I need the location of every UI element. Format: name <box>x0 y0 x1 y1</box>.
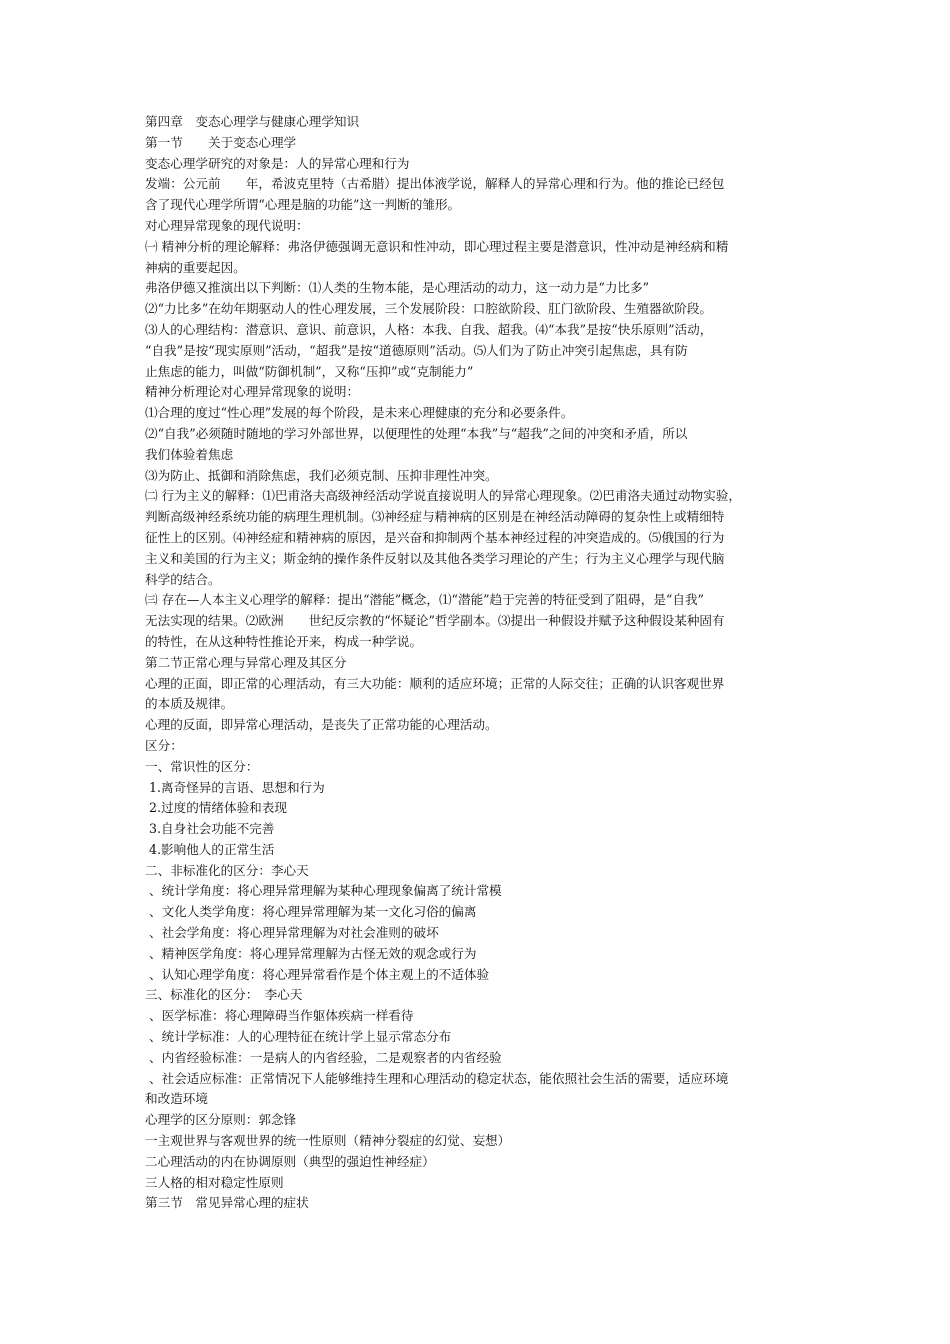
text-line: 的本质及规律。 <box>145 696 234 712</box>
text-line: 三、标准化的区分： 李心天 <box>145 987 303 1003</box>
text-line: 的特性，在从这种特性推论开来，构成一种学说。 <box>145 633 423 649</box>
text-line: 、医学标准：将心理障碍当作躯体疾病一样看待 <box>145 1008 414 1024</box>
text-line: 第四章 变态心理学与健康心理学知识 <box>145 114 360 129</box>
text-line: 科学的结合。 <box>145 571 221 587</box>
text-line: 、文化人类学角度：将心理异常理解为某一文化习俗的偏离 <box>145 904 477 920</box>
text-line: 对心理异常现象的现代说明： <box>145 217 309 233</box>
text-line: ⑵“自我”必须随时随地的学习外部世界，以便理性的处理“本我”与“超我”之间的冲突和矛盾，所以 <box>145 425 688 441</box>
text-line: ⑶为防止、抵御和消除焦虑，我们必须克制、压抑非理性冲突。 <box>145 467 498 483</box>
text-line: 发端：公元前 年，希波克里特（古希腊）提出体液学说，解释人的异常心理和行为。他的推论已经包 <box>145 176 725 192</box>
text-line: 、内省经验标准：一是病人的内省经验，二是观察者的内省经验 <box>145 1049 502 1065</box>
text-line: ㈡ 行为主义的解释：⑴巴甫洛夫高级神经活动学说直接说明人的异常心理现象。⑵巴甫洛夫通过动物实验， <box>145 488 741 504</box>
text-line: 征性上的区别。⑷神经症和精神病的原因，是兴奋和抑制两个基本神经过程的冲突造成的。⑸俄国的行为 <box>145 529 725 545</box>
text-line: 变态心理学研究的对象是：人的异常心理和行为 <box>145 155 410 171</box>
text-line: 心理的正面，即正常的心理活动，有三大功能：顺利的适应环境；正常的人际交往；正确的认识客观世界 <box>145 675 725 691</box>
text-line: “自我”是按“现实原则”活动，“超我”是按“道德原则”活动。⑸人们为了防止冲突引起焦虑，具有防 <box>145 342 688 358</box>
text-line: 判断高级神经系统功能的病理生理机制。⑶神经症与精神病的区别是在神经活动障碍的复杂性上或精细特 <box>145 509 725 525</box>
text-line: 和改造环境 <box>145 1091 208 1107</box>
text-line: 止焦虑的能力，叫做“防御机制”，又称“压抑”或“克制能力” <box>145 363 474 379</box>
text-line: ㈢ 存在—人本主义心理学的解释：提出“潜能”概念，⑴“潜能”趋于完善的特征受到了阻碍，是“自我” <box>145 592 704 608</box>
text-line: 二、非标准化的区分：李心天 <box>145 862 309 878</box>
text-line: 一主观世界与客观世界的统一性原则（精神分裂症的幻觉、妄想） <box>145 1133 511 1149</box>
text-line: 三人格的相对稳定性原则 <box>145 1174 284 1190</box>
text-line: 精神分析理论对心理异常现象的说明： <box>145 384 360 400</box>
text-line: ⑴合理的度过“性心理”发展的每个阶段，是未来心理健康的充分和必要条件。 <box>145 405 574 421</box>
text-line: 、精神医学角度：将心理异常理解为古怪无效的观念或行为 <box>145 945 477 961</box>
text-line: 2.过度的情绪体验和表现 <box>145 800 287 816</box>
text-line: 含了现代心理学所谓“心理是脑的功能”这一判断的雏形。 <box>145 197 461 213</box>
text-line: 心理的反面，即异常心理活动，是丧失了正常功能的心理活动。 <box>145 717 498 733</box>
text-line: 、社会适应标准：正常情况下人能够维持生理和心理活动的稳定状态，能依照社会生活的需要，适应环境 <box>145 1070 729 1086</box>
text-line: 第三节 常见异常心理的症状 <box>145 1195 309 1211</box>
text-line: 3.自身社会功能不完善 <box>145 821 275 837</box>
text-line: 、统计学标准：人的心理特征在统计学上显示常态分布 <box>145 1029 452 1045</box>
text-line: 心理学的区分原则：郭念锋 <box>145 1112 297 1128</box>
text-line: 4.影响他人的正常生活 <box>145 841 275 857</box>
text-line: 神病的重要起因。 <box>145 259 246 275</box>
text-line: 第二节正常心理与异常心理及其区分 <box>145 654 347 670</box>
text-line: 无法实现的结果。⑵欧洲 世纪反宗教的“怀疑论”哲学副本。⑶提出一种假设并赋予这种假设某种固有 <box>145 613 725 629</box>
document-body <box>145 112 813 1214</box>
text-line: 二心理活动的内在协调原则（典型的强迫性神经症） <box>145 1153 435 1169</box>
text-line: 我们体验着焦虑 <box>145 446 234 462</box>
text-line: 主义和美国的行为主义；斯金纳的操作条件反射以及其他各类学习理论的产生；行为主义心理学与现代脑 <box>145 550 725 566</box>
text-line: 、认知心理学角度：将心理异常看作是个体主观上的不适体验 <box>145 966 490 982</box>
text-line: 、社会学角度：将心理异常理解为对社会准则的破坏 <box>145 925 439 941</box>
text-line: 一、常识性的区分： <box>145 758 259 774</box>
text-line: 第一节 关于变态心理学 <box>145 134 297 150</box>
text-line: 弗洛伊德又推演出以下判断：⑴人类的生物本能，是心理活动的动力，这一动力是“力比多” <box>145 280 650 296</box>
text-line: 区分： <box>145 737 183 753</box>
text-line: ⑶人的心理结构：潜意识、意识、前意识，人格：本我、自我、超我。⑷“本我”是按“快乐原则”活动， <box>145 321 713 337</box>
text-line: ⑵“力比多”在幼年期驱动人的性心理发展，三个发展阶段：口腔欲阶段、肛门欲阶段、生殖器欲阶段。 <box>145 301 713 317</box>
text-line: 、统计学角度：将心理异常理解为某种心理现象偏离了统计常模 <box>145 883 502 899</box>
text-line: 1.离奇怪异的言语、思想和行为 <box>145 779 325 795</box>
text-line: ㈠ 精神分析的理论解释：弗洛伊德强调无意识和性冲动，即心理过程主要是潜意识，性冲动是神经病和精 <box>145 238 729 254</box>
